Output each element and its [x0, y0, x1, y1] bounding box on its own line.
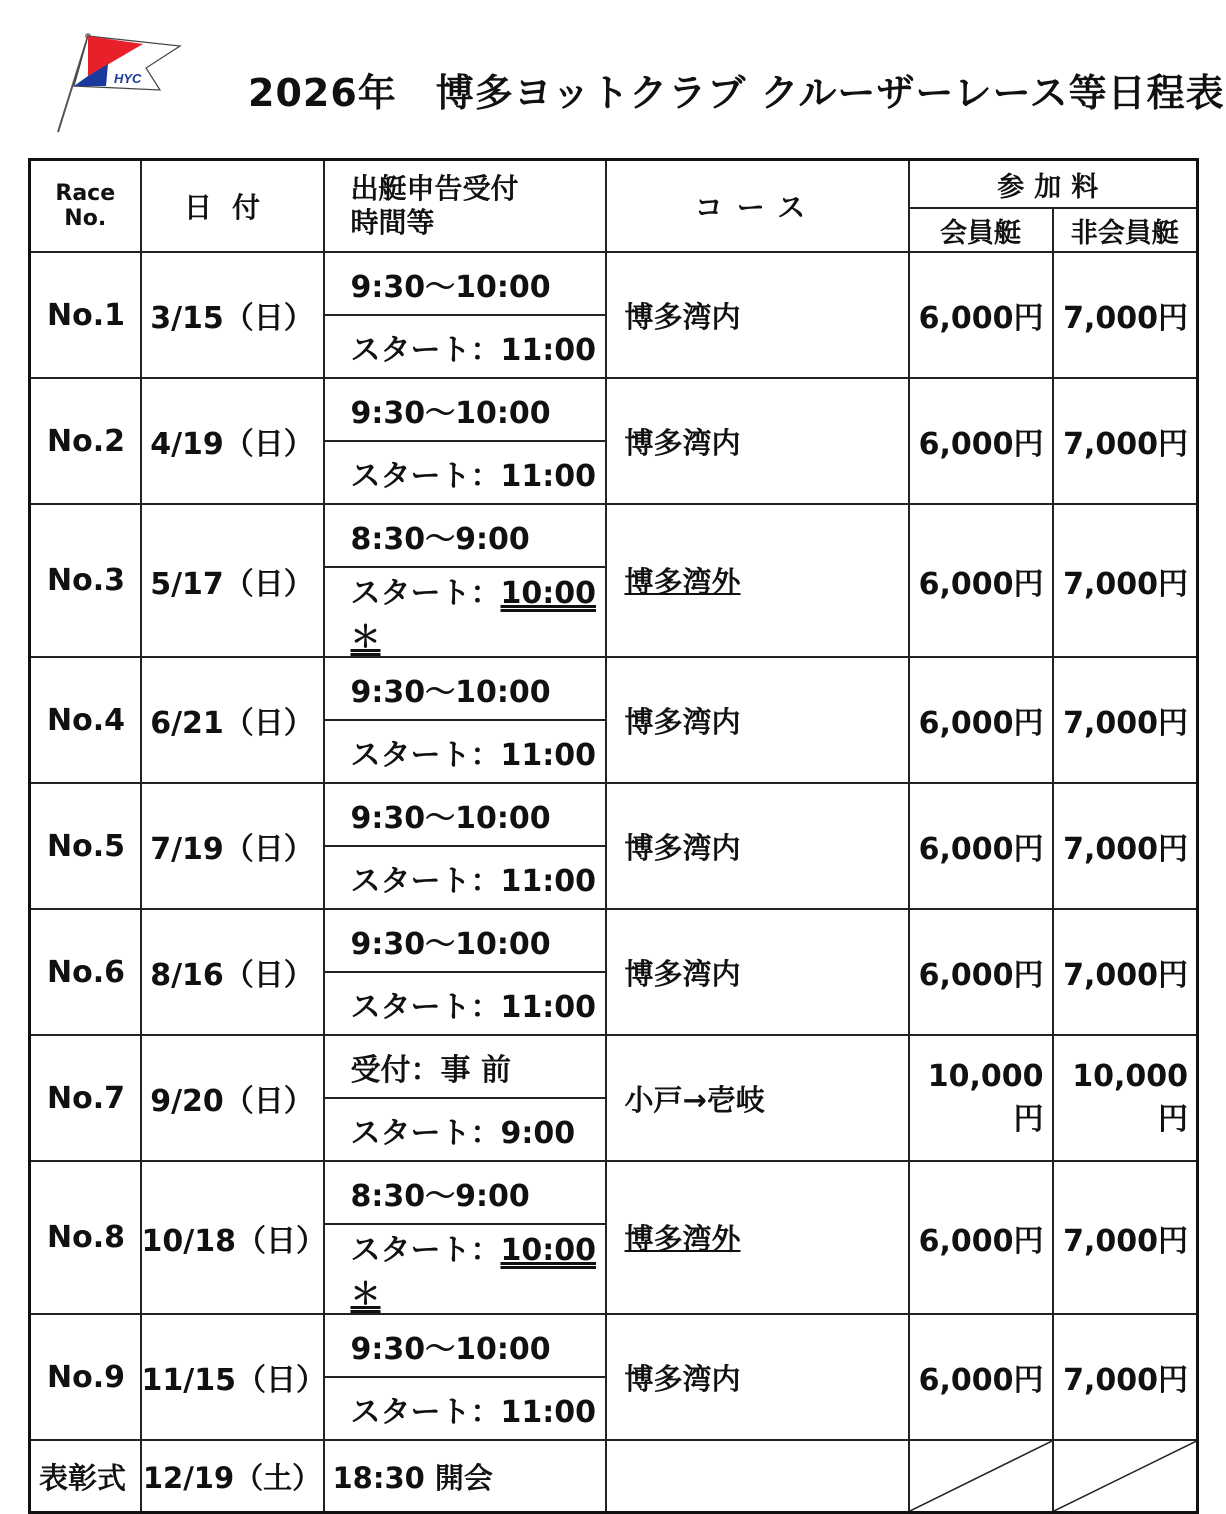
- start-time-value: 11:00: [500, 863, 596, 899]
- race-course: 小戸→壱岐: [606, 1035, 909, 1161]
- start-time-value: 11:00: [500, 989, 596, 1025]
- start-time-cell: [324, 1098, 606, 1161]
- member-fee: 10,000円: [909, 1035, 1053, 1161]
- schedule-table: [28, 158, 1199, 1514]
- header-race-no: Race No.: [30, 160, 141, 253]
- start-label: スタート：: [350, 458, 501, 494]
- hyc-flag-logo: [48, 28, 188, 138]
- member-fee: 6,000円: [909, 1314, 1053, 1440]
- start-note: ＊: [350, 1277, 381, 1312]
- start-label: スタート：: [350, 1115, 501, 1151]
- reception-time: 9:30〜10:00: [324, 909, 606, 972]
- race-number: No.5: [30, 783, 141, 909]
- start-time-value: 9:00: [500, 1115, 576, 1151]
- reception-time: 9:30〜10:00: [324, 378, 606, 441]
- start-time-cell: [324, 1224, 606, 1314]
- race-date: 11/15（日）: [141, 1314, 324, 1440]
- member-fee: 6,000円: [909, 252, 1053, 378]
- race-number: No.3: [30, 504, 141, 657]
- header-member: 会員艇: [909, 208, 1053, 252]
- header-date: 日付: [141, 160, 324, 253]
- race-date: 4/19（日）: [141, 378, 324, 504]
- reception-time: 9:30〜10:00: [324, 783, 606, 846]
- ceremony-row: [30, 1440, 1198, 1513]
- start-label: スタート：: [350, 1394, 501, 1430]
- ceremony-date: 12/19（土）: [141, 1440, 324, 1513]
- start-label: スタート：: [350, 1233, 501, 1268]
- ceremony-label: 表彰式: [30, 1440, 141, 1513]
- start-time-cell: [324, 315, 606, 378]
- race-date: 6/21（日）: [141, 657, 324, 783]
- race-number: No.9: [30, 1314, 141, 1440]
- non-member-fee: 7,000円: [1053, 378, 1198, 504]
- start-time: [501, 459, 597, 494]
- member-fee: 6,000円: [909, 783, 1053, 909]
- ceremony-course-empty: [606, 1440, 909, 1513]
- race-number: No.8: [30, 1161, 141, 1314]
- race-number: No.1: [30, 252, 141, 378]
- race-course: 博多湾内: [606, 909, 909, 1035]
- start-label: スタート：: [350, 332, 501, 368]
- race-course: 博多湾外: [606, 504, 909, 657]
- race-row: [30, 1035, 1198, 1098]
- header-reception-time: [324, 160, 606, 253]
- non-member-fee: 10,000円: [1053, 1035, 1198, 1161]
- start-label: スタート：: [350, 576, 501, 611]
- header-fee: 参加料: [909, 160, 1198, 209]
- race-course: 博多湾内: [606, 252, 909, 378]
- non-member-fee: 7,000円: [1053, 1314, 1198, 1440]
- header-course: コース: [606, 160, 909, 253]
- member-fee: 6,000円: [909, 504, 1053, 657]
- reception-time: 9:30〜10:00: [324, 252, 606, 315]
- race-course: 博多湾内: [606, 657, 909, 783]
- race-row: [30, 1161, 1198, 1224]
- start-time-value: 10:00: [500, 576, 596, 611]
- race-row: [30, 378, 1198, 441]
- race-row: [30, 657, 1198, 720]
- start-time-value: 11:00: [500, 1394, 596, 1430]
- race-row: [30, 1314, 1198, 1377]
- start-time: [501, 1395, 597, 1430]
- reception-time: 受付：事 前: [324, 1035, 606, 1098]
- reception-time: 9:30〜10:00: [324, 657, 606, 720]
- start-time: [501, 1116, 576, 1151]
- start-time-cell: [324, 972, 606, 1035]
- start-time-cell: [324, 1377, 606, 1440]
- race-course: 博多湾内: [606, 1314, 909, 1440]
- race-row: [30, 252, 1198, 315]
- start-time-cell: [324, 846, 606, 909]
- start-label: スタート：: [350, 737, 501, 773]
- page-title: 2026年 博多ヨットクラブ クルーザーレース等日程表: [248, 71, 1225, 115]
- start-time: [501, 333, 597, 368]
- start-label: スタート：: [350, 989, 501, 1025]
- logo-text: HYC: [114, 71, 142, 86]
- member-fee: 6,000円: [909, 1161, 1053, 1314]
- race-course: 博多湾内: [606, 378, 909, 504]
- race-number: No.2: [30, 378, 141, 504]
- race-date: 5/17（日）: [141, 504, 324, 657]
- member-fee: 6,000円: [909, 657, 1053, 783]
- ceremony-nonmember-fee-na: [1053, 1440, 1198, 1513]
- header-time-line2: 時間等: [350, 206, 435, 239]
- race-number: No.4: [30, 657, 141, 783]
- start-time: [501, 864, 597, 899]
- start-time-value: 11:00: [500, 458, 596, 494]
- start-label: スタート：: [350, 863, 501, 899]
- start-time: [501, 990, 597, 1025]
- start-time-value: 11:00: [500, 737, 596, 773]
- non-member-fee: 7,000円: [1053, 783, 1198, 909]
- race-course: 博多湾外: [606, 1161, 909, 1314]
- start-time-cell: [324, 720, 606, 783]
- member-fee: 6,000円: [909, 378, 1053, 504]
- ceremony-member-fee-na: [909, 1440, 1053, 1513]
- race-date: 3/15（日）: [141, 252, 324, 378]
- race-number: No.6: [30, 909, 141, 1035]
- non-member-fee: 7,000円: [1053, 909, 1198, 1035]
- start-time-cell: [324, 441, 606, 504]
- reception-time: 9:30〜10:00: [324, 1314, 606, 1377]
- member-fee: 6,000円: [909, 909, 1053, 1035]
- reception-time: 8:30〜9:00: [324, 504, 606, 567]
- race-date: 8/16（日）: [141, 909, 324, 1035]
- race-date: 9/20（日）: [141, 1035, 324, 1161]
- race-number: No.7: [30, 1035, 141, 1161]
- reception-time: 8:30〜9:00: [324, 1161, 606, 1224]
- race-date: 7/19（日）: [141, 783, 324, 909]
- non-member-fee: 7,000円: [1053, 1161, 1198, 1314]
- start-time-cell: [324, 567, 606, 657]
- start-time: [501, 738, 597, 773]
- header-time-line1: 出艇申告受付: [350, 172, 519, 205]
- ceremony-time: 18:30 開会: [324, 1440, 606, 1513]
- race-date: 10/18（日）: [141, 1161, 324, 1314]
- start-time-value: 11:00: [500, 332, 596, 368]
- non-member-fee: 7,000円: [1053, 252, 1198, 378]
- non-member-fee: 7,000円: [1053, 504, 1198, 657]
- header-non-member: 非会員艇: [1053, 208, 1198, 252]
- start-note: ＊: [350, 620, 381, 655]
- race-row: [30, 909, 1198, 972]
- start-time-value: 10:00: [500, 1233, 596, 1268]
- non-member-fee: 7,000円: [1053, 657, 1198, 783]
- race-row: [30, 783, 1198, 846]
- race-row: [30, 504, 1198, 567]
- race-course: 博多湾内: [606, 783, 909, 909]
